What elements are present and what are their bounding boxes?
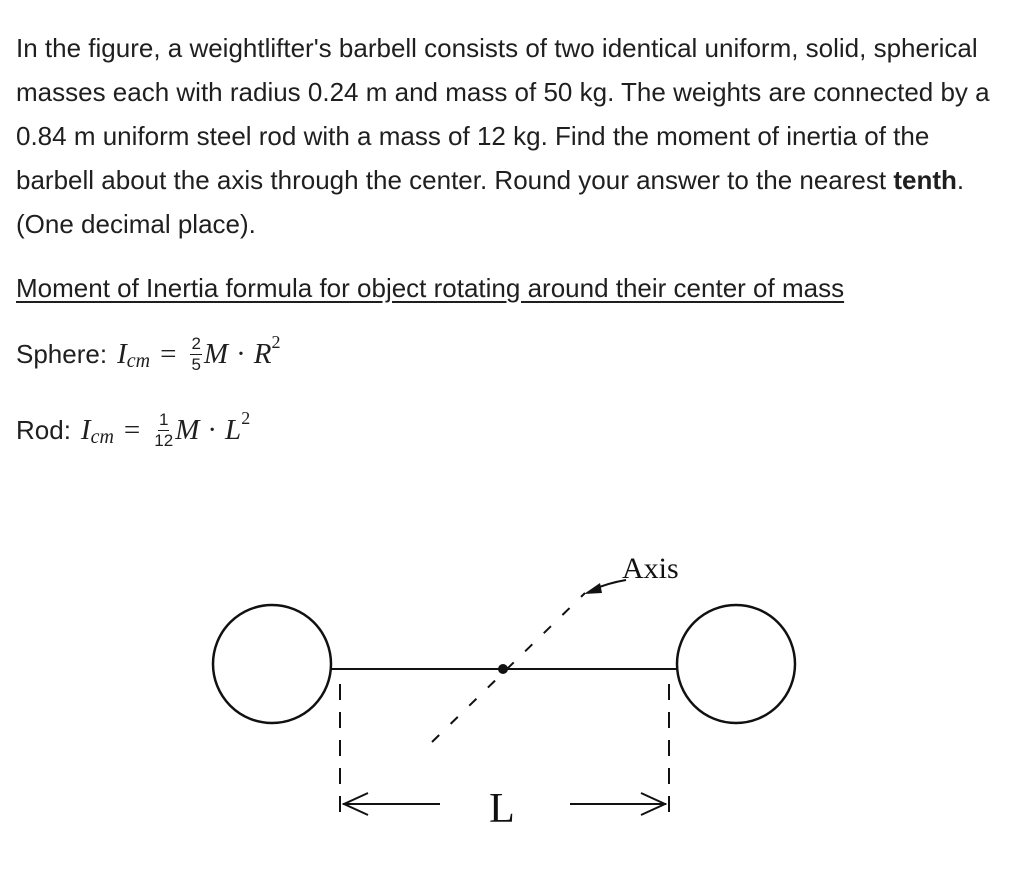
rod-length-symbol: L	[225, 414, 242, 446]
rod-inertia-subscript: cm	[90, 426, 114, 448]
sphere-dot-operator: ·	[236, 338, 246, 370]
length-label: L	[489, 786, 515, 832]
sphere-exponent: 2	[271, 332, 281, 352]
rod-mass-symbol: M	[175, 414, 200, 446]
rod-formula-label: Rod:	[16, 415, 71, 445]
rod-exponent: 2	[241, 408, 251, 428]
rod-fraction-denominator: 12	[154, 431, 174, 450]
sphere-inertia-subscript: cm	[126, 350, 151, 372]
sphere-radius-symbol: R	[253, 338, 272, 370]
sphere-fraction-numerator: 2	[191, 334, 201, 353]
left-length-arrow	[343, 793, 440, 815]
rod-equals-sign: =	[123, 414, 141, 446]
question-body: In the figure, a weightlifter's barbell consists of two identical uniform, solid, spherical masses each with radius 0.24 m and mass of 50 kg. The weights are connected by a 0.84 m uniform steel rod with a mass of 12 kg. Find the moment of inertia of the barbell about the axis through the center. Round your answer to the nearest	[16, 33, 990, 195]
sphere-equals-sign: =	[160, 338, 177, 370]
question-tail: . (One decimal place).	[16, 165, 965, 239]
sphere-inertia-symbol: I	[117, 338, 127, 370]
question-emphasis: tenth	[893, 165, 957, 195]
right-length-arrow	[570, 793, 666, 815]
sphere-mass-symbol: M	[203, 338, 229, 370]
formula-heading: Moment of Inertia formula for object rotating around their center of mass	[16, 273, 845, 303]
axis-pointer-arrowhead	[584, 583, 602, 594]
right-sphere	[677, 605, 795, 723]
rotation-axis-line	[432, 593, 585, 742]
rod-fraction-numerator: 1	[159, 410, 169, 429]
sphere-formula-label: Sphere:	[16, 339, 108, 369]
axis-label: Axis	[622, 552, 679, 585]
rod-dot-operator: ·	[207, 414, 218, 446]
left-sphere	[213, 605, 331, 723]
rod-inertia-symbol: I	[80, 414, 91, 446]
sphere-fraction-denominator: 5	[191, 355, 201, 374]
